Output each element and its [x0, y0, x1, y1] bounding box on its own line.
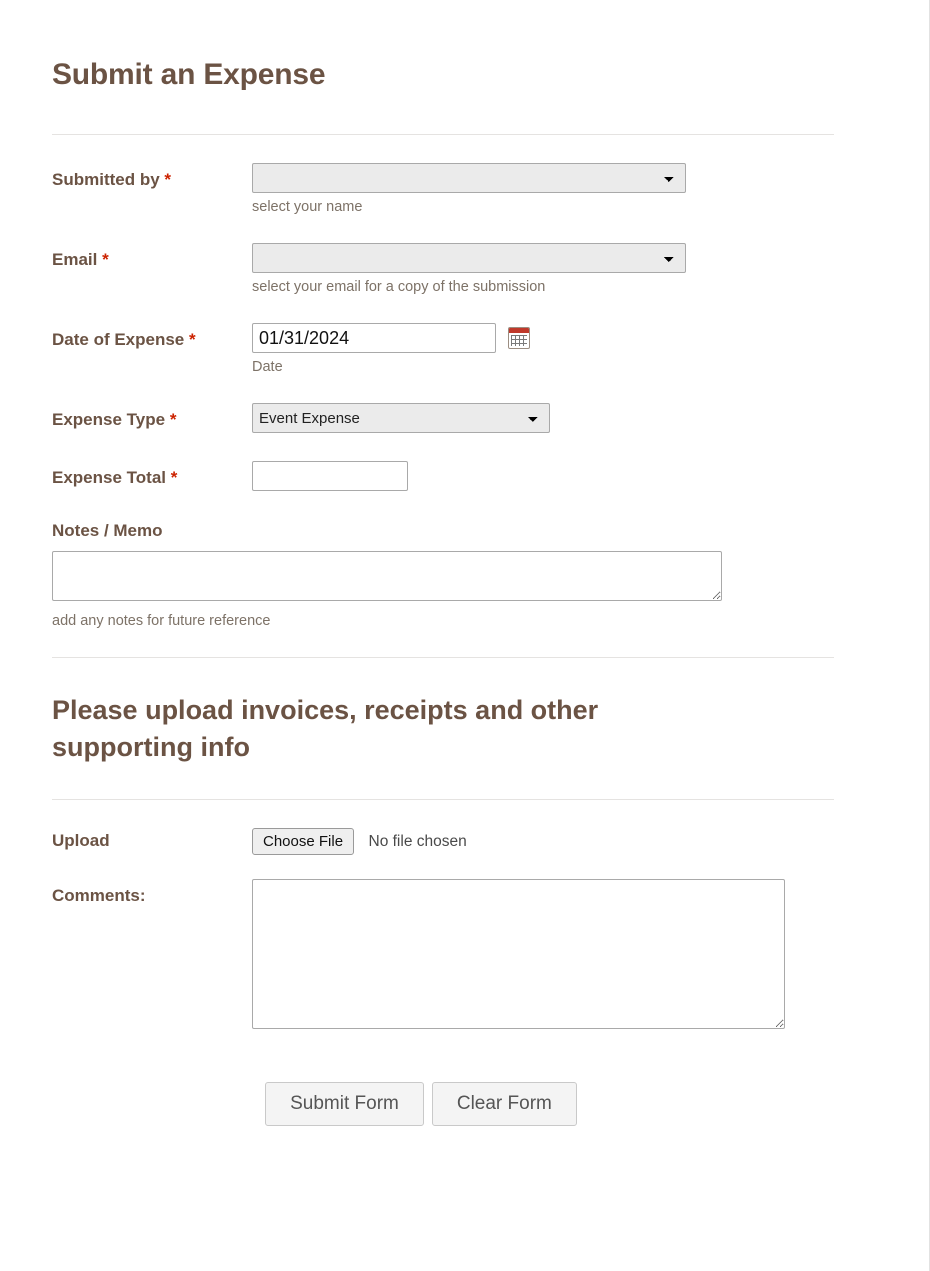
submitted-by-label — [52, 163, 252, 191]
upload-divider — [52, 799, 834, 800]
title-divider — [52, 134, 834, 135]
upload-label: Upload — [52, 830, 110, 850]
email-hint: select your email for a copy of the submission — [252, 279, 546, 295]
email-label — [52, 243, 252, 271]
calendar-icon[interactable] — [508, 327, 530, 349]
date-of-expense-input[interactable] — [252, 323, 496, 353]
notes-memo-control — [0, 551, 882, 606]
upload-control — [252, 828, 882, 855]
form-actions — [0, 1082, 882, 1126]
required-marker: * — [170, 468, 178, 487]
submitted-by-control — [252, 163, 882, 215]
comments-textarea[interactable] — [252, 879, 785, 1029]
required-marker: * — [164, 170, 172, 189]
field-expense-type — [0, 403, 882, 433]
date-input-wrap — [252, 323, 882, 353]
email-control — [252, 243, 882, 295]
submit-form-button[interactable]: Submit Form — [265, 1082, 424, 1126]
submitted-by-hint: select your name — [252, 199, 363, 215]
expense-total-control — [252, 461, 882, 491]
required-marker: * — [169, 410, 177, 429]
submitted-by-label-text: Submitted by — [52, 170, 160, 189]
required-marker: * — [189, 330, 196, 349]
calendar-icon-header — [509, 328, 529, 333]
expense-total-input[interactable] — [252, 461, 408, 491]
submitted-by-select[interactable] — [252, 163, 686, 193]
expense-total-label-text: Expense Total — [52, 468, 166, 487]
date-of-expense-label-text: Date of Expense — [52, 330, 185, 349]
clear-form-button[interactable]: Clear Form — [432, 1082, 577, 1126]
choose-file-button[interactable]: Choose File — [252, 828, 354, 855]
field-email — [0, 243, 882, 295]
comments-control — [252, 879, 882, 1034]
comments-label: Comments: — [52, 885, 146, 905]
date-of-expense-control — [252, 323, 882, 375]
field-expense-total — [0, 461, 882, 491]
email-label-text: Email — [52, 250, 98, 269]
expense-type-label — [52, 403, 252, 431]
date-of-expense-hint: Date — [252, 359, 283, 375]
file-status-text: No file chosen — [368, 832, 467, 850]
notes-memo-label: Notes / Memo — [52, 521, 163, 540]
field-submitted-by — [0, 163, 882, 215]
page-title: Submit an Expense — [52, 58, 326, 91]
field-upload — [0, 828, 882, 855]
upload-section-title: Please upload invoices, receipts and other supporting info — [52, 695, 599, 763]
expense-total-label — [52, 461, 252, 489]
expense-type-control — [252, 403, 882, 433]
email-select[interactable] — [252, 243, 686, 273]
notes-memo-textarea[interactable] — [52, 551, 722, 601]
expense-type-label-text: Expense Type — [52, 410, 166, 429]
calendar-icon-grid — [511, 335, 527, 346]
field-date-of-expense — [0, 323, 882, 375]
required-marker: * — [102, 250, 109, 269]
expense-type-select[interactable] — [252, 403, 550, 433]
date-of-expense-label — [52, 323, 252, 351]
field-comments — [0, 879, 882, 1034]
notes-memo-hint: add any notes for future reference — [52, 613, 271, 629]
